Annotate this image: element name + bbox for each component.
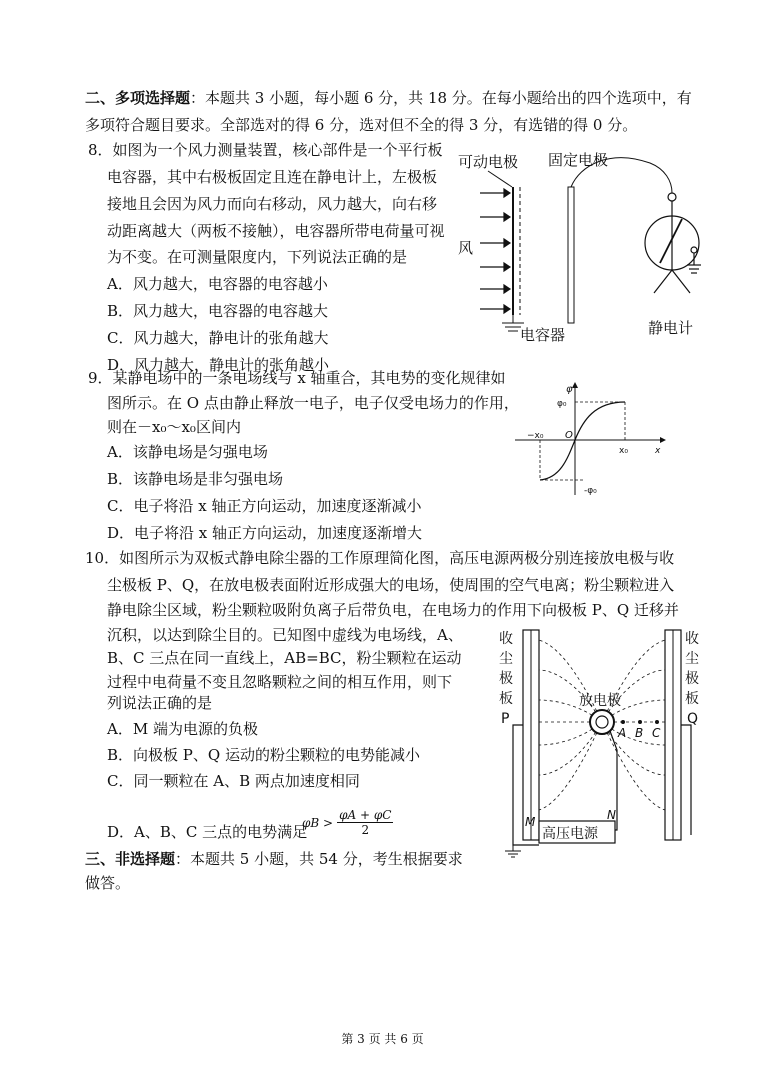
q9-stem-line3: 则在－x₀～x₀区间内 (107, 418, 241, 436)
q10-stem-line7: 列说法正确的是 (107, 694, 213, 712)
section3-intro-line1: 三、非选择题：本题共 5 小题，共 54 分，考生根据要求 (85, 850, 463, 868)
q10-option-d[interactable]: D．A、B、C 三点的电势满足 (107, 823, 308, 841)
plate-q-label-3: 极 (685, 671, 699, 687)
fixed-plate-label: 固定电极 (548, 151, 609, 169)
electrometer-label: 静电计 (648, 319, 694, 337)
q10-option-c[interactable]: C．同一颗粒在 A、B 两点加速度相同 (107, 772, 360, 790)
section3-intro-line2: 做答。 (85, 874, 131, 892)
power-supply-label: 高压电源 (542, 826, 598, 842)
q10-option-b[interactable]: B．向极板 P、Q 运动的粉尘颗粒的电势能减小 (107, 746, 420, 764)
plate-p-label-2: 尘 (499, 651, 513, 667)
neg-phi0-label: -φ₀ (584, 486, 597, 496)
q9-option-c[interactable]: C．电子将沿 x 轴正方向运动，加速度逐渐减小 (107, 497, 422, 515)
q10-stem-line1: 10．如图所示为双板式静电除尘器的工作原理简化图，高压电源两极分别连接放电极与收 (85, 549, 675, 567)
q10-stem-line5: B、C 三点在同一直线上，AB=BC，粉尘颗粒在运动 (107, 649, 462, 667)
q10-formula (302, 808, 393, 837)
q10-stem-line3: 静电除尘区域，粉尘颗粒吸附负离子后带负电，在电场力的作用下向极板 P、Q 迁移并 (107, 601, 679, 619)
q8-stem-line5: 为不变。在可测量限度内，下列说法正确的是 (107, 248, 408, 266)
section2-heading: 二、多项选择题 (85, 89, 191, 107)
q8-stem-line1: 8．如图为一个风力测量装置，核心部件是一个平行板 (88, 141, 443, 159)
plate-p-label-3: 极 (499, 671, 513, 687)
fixed-plate (568, 187, 574, 323)
phi0-label: φ₀ (557, 399, 567, 409)
n-label: N (607, 808, 616, 822)
q10-stem-line4: 沉积，以达到除尘目的。已知图中虚线为电场线，A、 (107, 626, 463, 644)
q8-option-a[interactable]: A．风力越大，电容器的电容越小 (107, 275, 328, 293)
plate-q-label-5: Q (687, 711, 699, 727)
q10-option-a[interactable]: A．M 端为电源的负极 (107, 720, 258, 738)
q9-option-b[interactable]: B．该静电场是非匀强电场 (107, 470, 284, 488)
q9-option-a[interactable]: A．该静电场是匀强电场 (107, 443, 268, 461)
q8-stem-line4: 动距离越大（两板不接触），电容器所带电荷量可视 (107, 222, 445, 240)
q8-option-c[interactable]: C．风力越大，静电计的张角越大 (107, 329, 329, 347)
section3-heading: 三、非选择题 (85, 850, 176, 868)
m-label: M (525, 815, 536, 829)
electrode-label: 放电极 (579, 693, 621, 709)
q9-option-d[interactable]: D．电子将沿 x 轴正方向运动，加速度逐渐增大 (107, 524, 423, 542)
q8-figure (450, 145, 720, 350)
q8-stem-line3: 接地且会因为风力而向右移动，风力越大，向右移 (107, 195, 438, 213)
q8-stem-line2: 电容器，其中右极板固定且连在静电计上，左极板 (107, 168, 438, 186)
page-footer: 第 3 页 共 6 页 (341, 1032, 424, 1046)
x-axis-label: x (655, 446, 661, 456)
q10-figure (495, 625, 710, 860)
wind-label: 风 (458, 239, 474, 257)
plate-q-label-2: 尘 (685, 651, 699, 667)
neg-x0-label: −x₀ (527, 431, 544, 441)
q9-potential-graph (505, 380, 670, 500)
plate-q-label-4: 板 (685, 691, 699, 707)
q9-stem-line1: 9．某静电场中的一条电场线与 x 轴重合，其电势的变化规律如 (88, 369, 506, 387)
potential-curve (540, 402, 625, 480)
point-a-label: A (618, 726, 627, 740)
movable-plate-label: 可动电极 (458, 153, 519, 171)
q10-stem-line2: 尘极板 P、Q，在放电极表面附近形成强大的电场，使周围的空气电离；粉尘颗粒进入 (107, 576, 675, 594)
plate-p-label-1: 收 (499, 631, 513, 647)
plate-p-label-4: 板 (499, 691, 513, 707)
electrometer (645, 193, 701, 293)
plate-p-label-5: P (501, 711, 510, 727)
q8-option-d[interactable]: D．风力越大，静电计的张角越小 (107, 356, 330, 374)
q9-stem-line2: 图所示。在 O 点由静止释放一电子，电子仅受电场力的作用， (107, 394, 519, 412)
wind-arrows (480, 189, 510, 313)
plate-q-label-1: 收 (685, 631, 699, 647)
phi-axis-label: φ (566, 384, 573, 395)
q8-option-b[interactable]: B．风力越大，电容器的电容越大 (107, 302, 329, 320)
capacitor-label: 电容器 (520, 326, 566, 344)
formula-lhs: φB > (302, 815, 334, 830)
q10-stem-line6: 过程中电荷量不变且忽略颗粒之间的相互作用，则下 (107, 673, 453, 691)
x0-label: x₀ (619, 446, 628, 456)
origin-label: O (565, 430, 573, 441)
section2-intro-line2: 多项符合题目要求。全部选对的得 6 分，选对但不全的得 3 分，有选错的得 0 分。 (85, 116, 638, 134)
section2-intro-line1: 二、多项选择题：本题共 3 小题，每小题 6 分，共 18 分。在每小题给出的四个选项中，有 (85, 89, 692, 107)
formula-denominator: 2 (361, 823, 370, 837)
formula-numerator: φA + φC (339, 808, 392, 822)
point-b-label: B (635, 726, 644, 740)
point-c-label: C (652, 726, 661, 740)
